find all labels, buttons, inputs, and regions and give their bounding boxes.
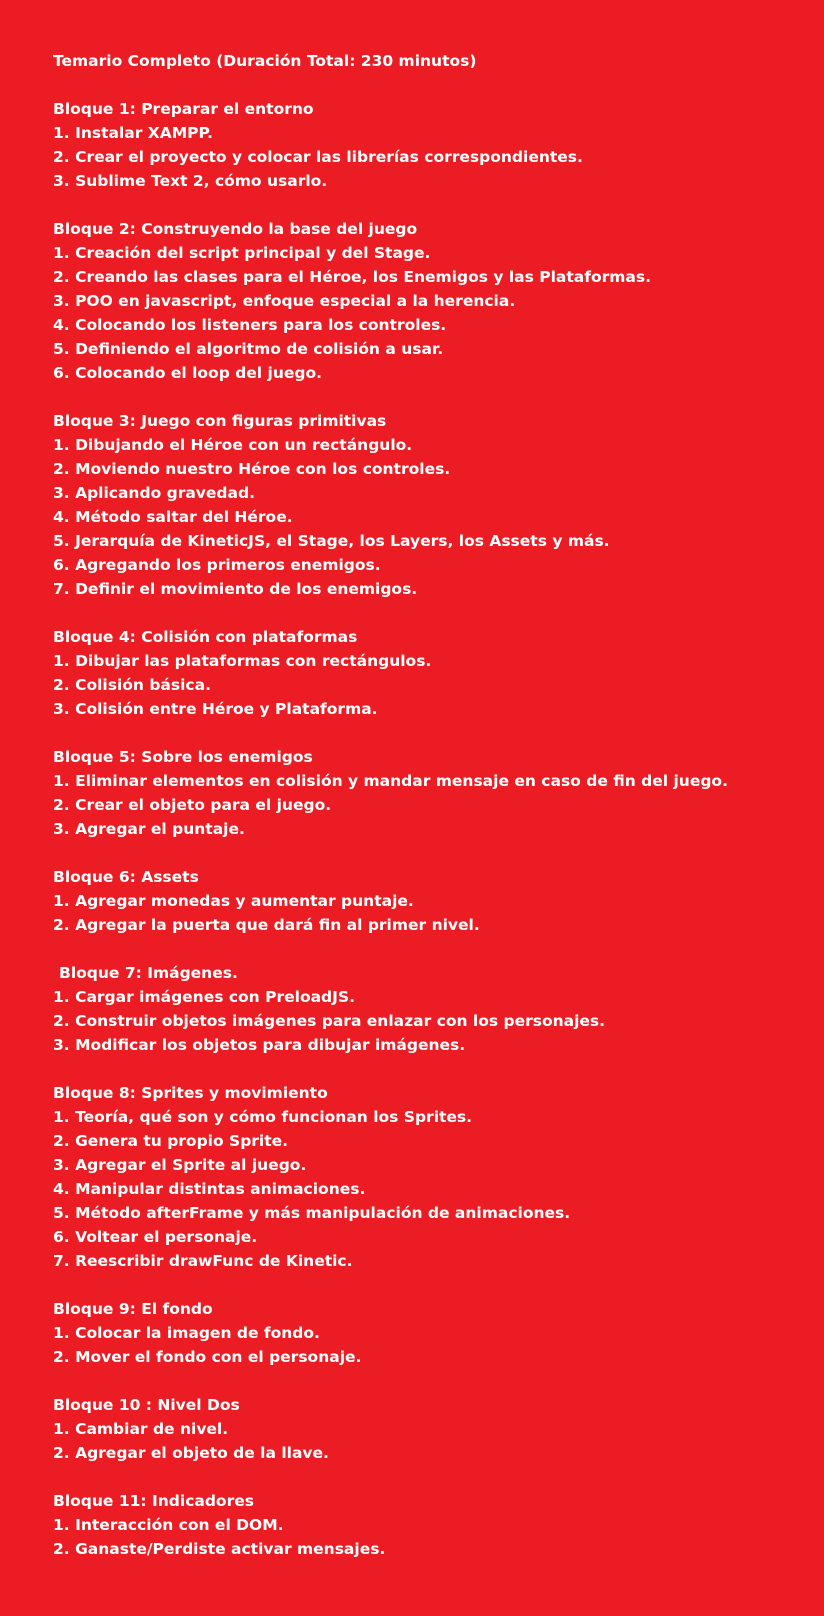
list-item: 5. Definiendo el algoritmo de colisión a usar.: [53, 340, 444, 358]
list-item: 2. Agregar la puerta que dará fin al primer nivel.: [53, 916, 480, 934]
list-item: 2. Moviendo nuestro Héroe con los controles.: [53, 460, 451, 478]
syllabus-document: [53, 49, 813, 1561]
list-item: 7. Reescribir drawFunc de Kinetic.: [53, 1252, 353, 1270]
list-item: 1. Dibujar las plataformas con rectángulos.: [53, 652, 432, 670]
list-item: 1. Eliminar elementos en colisión y mandar mensaje en caso de fin del juego.: [53, 772, 728, 790]
list-item: 3. Agregar el Sprite al juego.: [53, 1156, 307, 1174]
block-3: [53, 409, 813, 601]
list-item: 7. Definir el movimiento de los enemigos.: [53, 580, 418, 598]
spacer: [53, 385, 813, 409]
list-item: 6. Voltear el personaje.: [53, 1228, 258, 1246]
block-title: Bloque 8: Sprites y movimiento: [53, 1084, 328, 1102]
spacer: [53, 721, 813, 745]
list-item: 1. Creación del script principal y del Stage.: [53, 244, 431, 262]
list-item: 1. Interacción con el DOM.: [53, 1516, 284, 1534]
spacer: [53, 841, 813, 865]
list-item: 4. Método saltar del Héroe.: [53, 508, 293, 526]
list-item: 1. Cambiar de nivel.: [53, 1420, 229, 1438]
spacer: [53, 1057, 813, 1081]
spacer: [53, 73, 813, 97]
block-title: Bloque 2: Construyendo la base del juego: [53, 220, 418, 238]
list-item: 3. Colisión entre Héroe y Plataforma.: [53, 700, 378, 718]
list-item: 1. Instalar XAMPP.: [53, 124, 213, 142]
list-item: 1. Dibujando el Héroe con un rectángulo.: [53, 436, 413, 454]
block-9: [53, 1297, 813, 1369]
list-item: 5. Método afterFrame y más manipulación de animaciones.: [53, 1204, 571, 1222]
block-10: [53, 1393, 813, 1465]
block-title: Bloque 7: Imágenes.: [59, 964, 238, 982]
block-title: Bloque 3: Juego con figuras primitivas: [53, 412, 387, 430]
list-item: 6. Colocando el loop del juego.: [53, 364, 323, 382]
block-title: Bloque 10 : Nivel Dos: [53, 1396, 240, 1414]
block-6: [53, 865, 813, 937]
list-item: 2. Agregar el objeto de la llave.: [53, 1444, 329, 1462]
list-item: 3. Aplicando gravedad.: [53, 484, 255, 502]
document-title: Temario Completo (Duración Total: 230 minutos): [53, 52, 477, 70]
list-item: 3. POO en javascript, enfoque especial a la herencia.: [53, 292, 516, 310]
spacer: [53, 1273, 813, 1297]
block-2: [53, 217, 813, 385]
block-title: Bloque 6: Assets: [53, 868, 199, 886]
list-item: 4. Colocando los listeners para los controles.: [53, 316, 447, 334]
block-7: [53, 961, 813, 1057]
list-item: 5. Jerarquía de KineticJS, el Stage, los Layers, los Assets y más.: [53, 532, 610, 550]
block-title: Bloque 5: Sobre los enemigos: [53, 748, 313, 766]
spacer: [53, 193, 813, 217]
list-item: 1. Agregar monedas y aumentar puntaje.: [53, 892, 414, 910]
list-item: 3. Sublime Text 2, cómo usarlo.: [53, 172, 328, 190]
block-4: [53, 625, 813, 721]
list-item: 6. Agregando los primeros enemigos.: [53, 556, 381, 574]
block-1: [53, 97, 813, 193]
block-5: [53, 745, 813, 841]
list-item: 2. Colisión básica.: [53, 676, 211, 694]
list-item: 1. Teoría, qué son y cómo funcionan los Sprites.: [53, 1108, 473, 1126]
spacer: [53, 1369, 813, 1393]
block-8: [53, 1081, 813, 1273]
list-item: 3. Agregar el puntaje.: [53, 820, 245, 838]
list-item: 4. Manipular distintas animaciones.: [53, 1180, 366, 1198]
list-item: 1. Cargar imágenes con PreloadJS.: [53, 988, 355, 1006]
list-item: 2. Construir objetos imágenes para enlazar con los personajes.: [53, 1012, 606, 1030]
list-item: 2. Creando las clases para el Héroe, los Enemigos y las Plataformas.: [53, 268, 652, 286]
list-item: 2. Genera tu propio Sprite.: [53, 1132, 289, 1150]
spacer: [53, 937, 813, 961]
block-title: Bloque 1: Preparar el entorno: [53, 100, 314, 118]
list-item: 2. Crear el objeto para el juego.: [53, 796, 332, 814]
block-11: [53, 1489, 813, 1561]
list-item: 2. Crear el proyecto y colocar las librerías correspondientes.: [53, 148, 583, 166]
block-title: Bloque 4: Colisión con plataformas: [53, 628, 358, 646]
spacer: [53, 1465, 813, 1489]
block-title: Bloque 11: Indicadores: [53, 1492, 254, 1510]
list-item: 3. Modificar los objetos para dibujar imágenes.: [53, 1036, 466, 1054]
list-item: 1. Colocar la imagen de fondo.: [53, 1324, 320, 1342]
list-item: 2. Mover el fondo con el personaje.: [53, 1348, 362, 1366]
spacer: [53, 601, 813, 625]
list-item: 2. Ganaste/Perdiste activar mensajes.: [53, 1540, 386, 1558]
block-title: Bloque 9: El fondo: [53, 1300, 213, 1318]
